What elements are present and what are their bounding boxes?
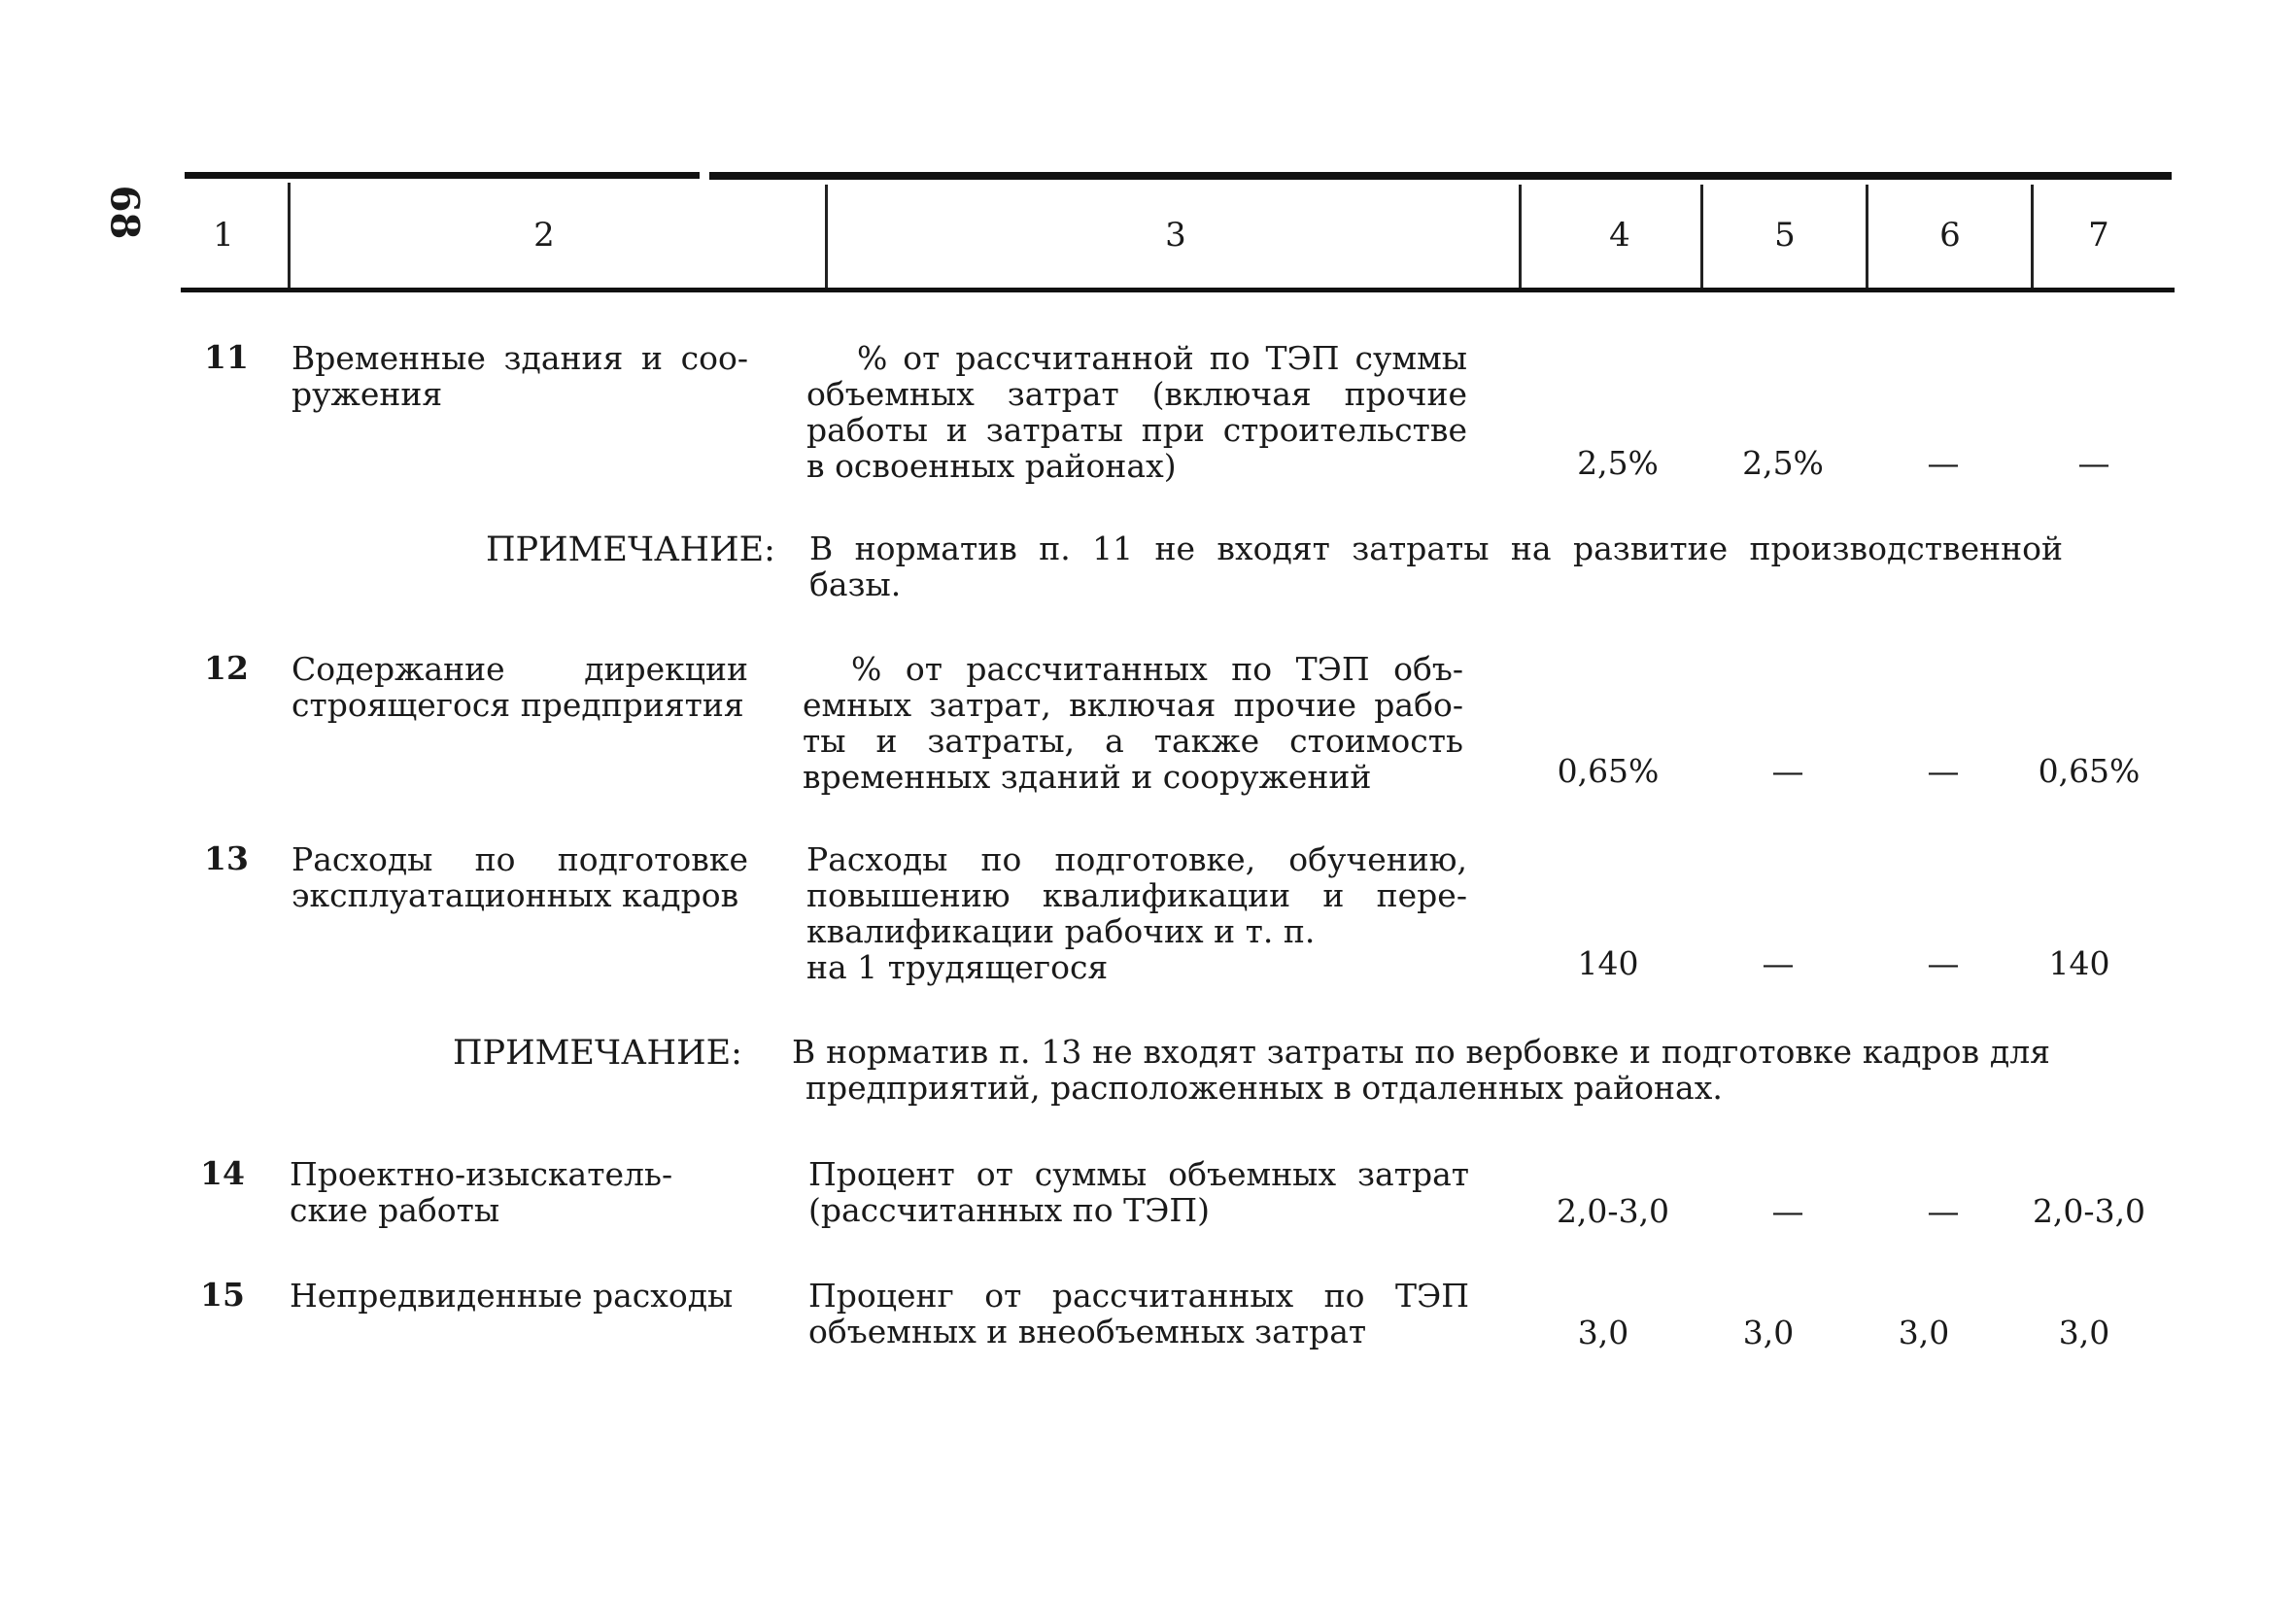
header-bottom-rule — [181, 288, 2175, 292]
row-basis-line: работы и затраты при строительстве — [806, 411, 1467, 449]
row-name-line: Временные здания и соо- — [291, 339, 748, 377]
header-col-separator — [825, 185, 828, 288]
row-number: 13 — [204, 839, 249, 877]
note-label: ПРИМЕЧАНИЕ: — [453, 1034, 742, 1073]
note-text — [809, 530, 2063, 602]
row-name-line: ружения — [291, 375, 443, 413]
row-name-line: Содержание дирекции — [291, 650, 748, 688]
row-basis-line: временных зданий и сооружений — [803, 758, 1372, 796]
row-basis — [808, 1156, 1469, 1228]
row-col5-value: 2,5% — [1742, 444, 1824, 482]
row-basis-line: % от рассчитанной по ТЭП суммы — [857, 339, 1467, 377]
row-name-line: эксплуатационных кадров — [291, 876, 739, 914]
row-basis-line: квалификации рабочих и т. п. — [806, 912, 1316, 950]
row-basis-line: Расходы по подготовке, обучению, — [806, 840, 1467, 878]
header-col-separator — [288, 183, 291, 288]
row-col6-value: 3,0 — [1898, 1314, 1950, 1351]
row-name — [291, 651, 748, 723]
note-text-line: предприятий, расположенных в отдаленных районах. — [805, 1069, 1723, 1107]
row-basis-line: на 1 трудящегося — [806, 948, 1109, 986]
row-basis-line: Проценг от рассчитанных по ТЭП — [808, 1277, 1469, 1315]
row-basis-line: объемных затрат (включая прочие — [806, 375, 1467, 413]
row-name — [291, 841, 748, 913]
header-col-4: 4 — [1609, 216, 1630, 255]
row-basis-line: Процент от суммы объемных затрат — [808, 1155, 1469, 1193]
row-name-line: Расходы по подготовке — [291, 840, 748, 878]
row-number: 15 — [200, 1276, 245, 1314]
row-name — [290, 1156, 746, 1228]
row-col4-value: 0,65% — [1557, 752, 1660, 790]
header-col-3: 3 — [1165, 216, 1186, 255]
row-col7-value: — — [2077, 444, 2110, 482]
row-basis-line: объемных и внеобъемных затрат — [808, 1313, 1367, 1350]
row-col4-value: 140 — [1577, 944, 1639, 982]
row-basis-line: в освоенных районах) — [806, 447, 1177, 485]
header-col-5: 5 — [1774, 216, 1796, 255]
row-name-line: Проектно-изыскатель- — [290, 1155, 673, 1193]
note-text — [792, 1034, 2050, 1106]
row-basis — [806, 340, 1467, 484]
note-label: ПРИМЕЧАНИЕ: — [486, 530, 775, 569]
row-col5-value: — — [1771, 752, 1804, 790]
header-col-separator — [1700, 185, 1703, 288]
note-text-line: базы. — [809, 565, 902, 603]
header-col-separator — [1866, 185, 1868, 288]
row-col5-value: — — [1762, 944, 1795, 982]
row-col7-value: 2,0-3,0 — [2032, 1192, 2146, 1230]
row-col6-value: — — [1927, 752, 1960, 790]
row-col6-value: — — [1927, 1192, 1960, 1230]
row-number: 14 — [200, 1154, 245, 1192]
row-col4-value: 2,5% — [1577, 444, 1659, 482]
row-basis-line: емных затрат, включая прочие рабо- — [803, 686, 1463, 724]
note-text-line: В норматив п. 11 не входят затраты на развитие производственной — [809, 530, 2063, 567]
row-col7-value: 3,0 — [2058, 1314, 2110, 1351]
row-basis — [808, 1278, 1469, 1350]
row-number: 12 — [204, 649, 249, 687]
row-name-line: ские работы — [290, 1191, 500, 1229]
header-col-1: 1 — [213, 216, 234, 255]
row-name-line: строящегося предприятия — [291, 686, 744, 724]
header-col-7: 7 — [2088, 216, 2109, 255]
row-col5-value: 3,0 — [1742, 1314, 1795, 1351]
row-name — [290, 1278, 746, 1314]
row-col4-value: 2,0-3,0 — [1556, 1192, 1670, 1230]
header-col-6: 6 — [1939, 216, 1961, 255]
row-col6-value: — — [1927, 944, 1960, 982]
row-name-line: Непредвиденные расходы — [290, 1277, 734, 1315]
note-text-line: В норматив п. 13 не входят затраты по вербовке и подготовке кадров для — [792, 1033, 2050, 1071]
header-col-2: 2 — [533, 216, 555, 255]
header-top-rule-right — [709, 172, 2172, 180]
row-col7-value: 140 — [2048, 944, 2110, 982]
header-top-rule-left — [185, 172, 700, 179]
row-basis-line: повышению квалификации и пере- — [806, 876, 1467, 914]
header-col-separator — [2031, 185, 2034, 288]
row-basis — [806, 841, 1467, 985]
row-basis-line: % от рассчитанных по ТЭП объ- — [851, 650, 1463, 688]
row-name — [291, 340, 748, 412]
row-col7-value: 0,65% — [2038, 752, 2141, 790]
row-basis — [803, 651, 1463, 795]
row-basis-line: (рассчитанных по ТЭП) — [808, 1191, 1210, 1229]
row-col4-value: 3,0 — [1577, 1314, 1629, 1351]
row-col6-value: — — [1927, 444, 1960, 482]
row-col5-value: — — [1771, 1192, 1804, 1230]
page-number: 68 — [101, 185, 148, 240]
row-number: 11 — [204, 338, 249, 376]
row-basis-line: ты и затраты, а также стоимость — [803, 722, 1463, 760]
header-col-separator — [1519, 185, 1522, 288]
